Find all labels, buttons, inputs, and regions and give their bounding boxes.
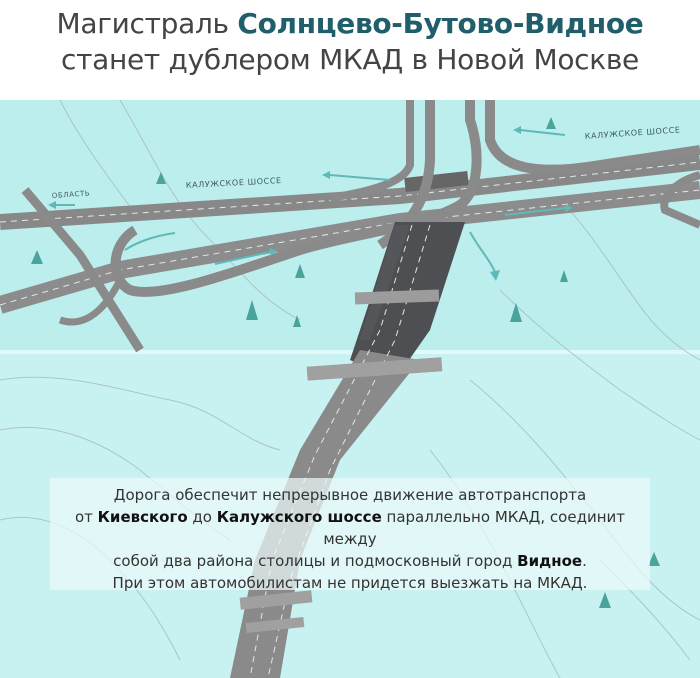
title-prefix: Магистраль — [56, 7, 238, 40]
caption-text: до — [187, 508, 217, 526]
caption-bold: Калужского шоссе — [216, 508, 382, 526]
caption-text: параллельно МКАД, соединит между — [323, 508, 625, 548]
road-label-kaluzhskoe-left: КАЛУЖСКОЕ ШОССЕ — [185, 175, 282, 190]
road-label-kaluzhskoe-right: КАЛУЖСКОЕ ШОССЕ — [584, 125, 681, 141]
page-subtitle: станет дублером МКАД в Новой Москве — [61, 43, 639, 76]
caption-box — [50, 478, 650, 590]
caption-bold: Видное — [517, 552, 583, 570]
caption-line-1: Дорога обеспечит непрерывное движение автотранспорта — [113, 486, 587, 504]
divider-band — [0, 350, 700, 354]
title-accent: Солнцево-Бутово-Видное — [237, 7, 644, 40]
title-block — [0, 0, 700, 100]
caption-text: собой два района столицы и подмосковный город — [113, 552, 518, 570]
caption-line-3 — [50, 550, 650, 572]
caption-text: . — [582, 552, 587, 570]
region-label: ОБЛАСТЬ — [51, 189, 91, 200]
caption-text: от — [74, 508, 98, 526]
caption-line-2 — [50, 506, 650, 550]
caption-line-4: При этом автомобилистам не придется выезжать на МКАД. — [112, 574, 588, 592]
caption-bold: Киевского — [97, 508, 188, 526]
page-title — [0, 0, 700, 42]
